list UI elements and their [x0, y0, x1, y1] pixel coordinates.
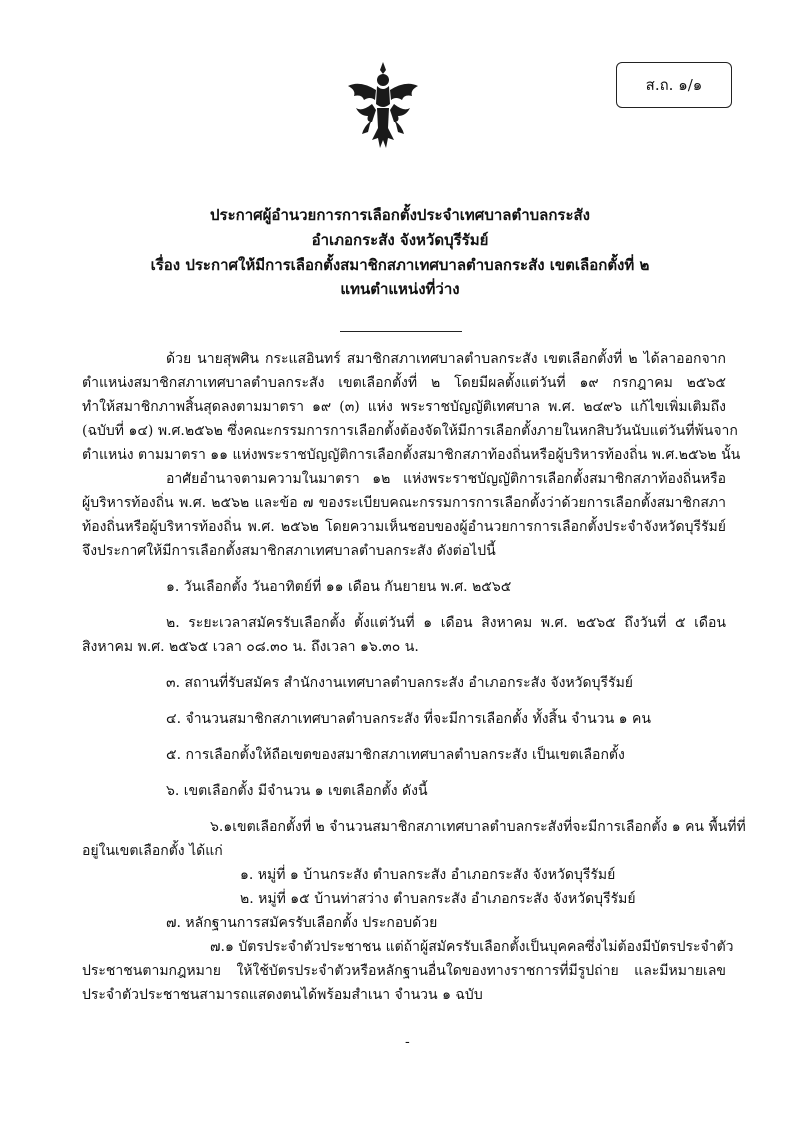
item-2-line-2: สิงหาคม พ.ศ. ๒๕๖๕ เวลา ๐๘.๓๐ น. ถึงเวลา ๑๖.๓๐ น.: [82, 639, 419, 655]
item-7: ๗. หลักฐานการสมัครรับเลือกตั้ง ประกอบด้วย: [166, 915, 438, 931]
header-line-4: แทนตำแหน่งที่ว่าง: [340, 280, 460, 298]
header-rule: [340, 331, 462, 332]
item-5: ๕. การเลือกตั้งให้ถือเขตของสมาชิกสภาเทศบาลตำบลกระสัง เป็นเขตเลือกตั้ง: [166, 747, 625, 763]
para2-line-1: อาศัยอำนาจตามความในมาตรา ๑๒ แห่งพระราชบัญญัติการเลือกตั้งสมาชิกสภาท้องถิ่นหรือ: [166, 471, 726, 487]
para2-line-2: ผู้บริหารท้องถิ่น พ.ศ. ๒๕๖๒ และข้อ ๗ ของระเบียบคณะกรรมการการเลือกตั้งว่าด้วยการเลือกตั้งสมาชิกสภา: [82, 495, 726, 511]
item-6-1-line-1: ๖.๑เขตเลือกตั้งที่ ๒ จำนวนสมาชิกสภาเทศบาลตำบลกระสังที่จะมีการเลือกตั้ง ๑ คน พื้นที่ที่: [210, 819, 746, 835]
village-1: ๑. หมู่ที่ ๑ บ้านกระสัง ตำบลกระสัง อำเภอกระสัง จังหวัดบุรีรัมย์: [240, 867, 616, 883]
item-4: ๔. จำนวนสมาชิกสภาเทศบาลตำบลกระสัง ที่จะมีการเลือกตั้ง ทั้งสิ้น จำนวน ๑ คน: [166, 711, 651, 727]
item-6: ๖. เขตเลือกตั้ง มีจำนวน ๑ เขตเลือกตั้ง ดังนี้: [166, 783, 428, 799]
form-code: ส.ถ. ๑/๑: [645, 76, 703, 94]
item-7-1-line-1: ๗.๑ บัตรประจำตัวประชาชน แต่ถ้าผู้สมัครรับเลือกตั้งเป็นบุคคลซึ่งไม่ต้องมีบัตรประจำตัว: [210, 939, 734, 955]
para2-line-3: ท้องถิ่นหรือผู้บริหารท้องถิ่น พ.ศ. ๒๕๖๒ โดยความเห็นชอบของผู้อำนวยการการเลือกตั้งประจำจังหวัดบุรีรัมย์: [82, 519, 726, 535]
page-continue-mark: -: [405, 1034, 410, 1050]
para1-line-1: ด้วย นายสุพศิน กระแสอินทร์ สมาชิกสภาเทศบาลตำบลกระสัง เขตเลือกตั้งที่ ๒ ได้ลาออกจาก: [166, 351, 726, 367]
header-subject: เรื่อง ประกาศให้มีการเลือกตั้งสมาชิกสภาเทศบาลตำบลกระสัง เขตเลือกตั้งที่ ๒: [150, 256, 650, 274]
item-7-1-line-2: ประชาชนตามกฎหมาย ให้ใช้บัตรประจำตัวหรือหลักฐานอื่นใดของทางราชการที่มีรูปถ่าย และมีหมายเลข: [82, 963, 726, 979]
item-3: ๓. สถานที่รับสมัคร สำนักงานเทศบาลตำบลกระสัง อำเภอกระสัง จังหวัดบุรีรัมย์: [166, 675, 633, 691]
form-code-box: [616, 62, 732, 108]
item-6-1-line-2: อยู่ในเขตเลือกตั้ง ได้แก่: [82, 843, 223, 859]
item-7-1-line-3: ประจำตัวประชาชนสามารถแสดงตนได้พร้อมสำเนา จำนวน ๑ ฉบับ: [82, 987, 483, 1003]
item-1: ๑. วันเลือกตั้ง วันอาทิตย์ที่ ๑๑ เดือน กันยายน พ.ศ. ๒๕๖๕: [166, 579, 512, 595]
para1-line-4: (ฉบับที่ ๑๔) พ.ศ.๒๕๖๒ ซึ่งคณะกรรมการการเลือกตั้งต้องจัดให้มีการเลือกตั้งภายในหกสิบวันนับแต่วันที่พ้นจาก: [82, 423, 738, 439]
item-2-line-1: ๒. ระยะเวลาสมัครรับเลือกตั้ง ตั้งแต่วันที่ ๑ เดือน สิงหาคม พ.ศ. ๒๕๖๕ ถึงวันที่ ๕ เดือน: [166, 615, 726, 631]
header-line-2: อำเภอกระสัง จังหวัดบุรีรัมย์: [311, 231, 489, 249]
garuda-emblem-icon: [342, 60, 424, 156]
para1-line-5: ตำแหน่ง ตามมาตรา ๑๑ แห่งพระราชบัญญัติการเลือกตั้งสมาชิกสภาท้องถิ่นหรือผู้บริหารท้องถิ่น พ.ศ.๒๕๖๒ นั้น: [82, 447, 741, 463]
para1-line-2: ตำแหน่งสมาชิกสภาเทศบาลตำบลกระสัง เขตเลือกตั้งที่ ๒ โดยมีผลตั้งแต่วันที่ ๑๙ กรกฎาคม ๒๕๖๕: [82, 375, 726, 391]
para2-line-4: จึงประกาศให้มีการเลือกตั้งสมาชิกสภาเทศบาลตำบลกระสัง ดังต่อไปนี้: [82, 543, 496, 559]
para1-line-3: ทำให้สมาชิกภาพสิ้นสุดลงตามมาตรา ๑๙ (๓) แห่ง พระราชบัญญัติเทศบาล พ.ศ. ๒๔๙๖ แก้ไขเพิ่มเติมถึง: [82, 399, 726, 415]
village-2: ๒. หมู่ที่ ๑๕ บ้านท่าสว่าง ตำบลกระสัง อำเภอกระสัง จังหวัดบุรีรัมย์: [240, 891, 636, 907]
header-line-1: ประกาศผู้อำนวยการการเลือกตั้งประจำเทศบาลตำบลกระสัง: [209, 206, 591, 224]
